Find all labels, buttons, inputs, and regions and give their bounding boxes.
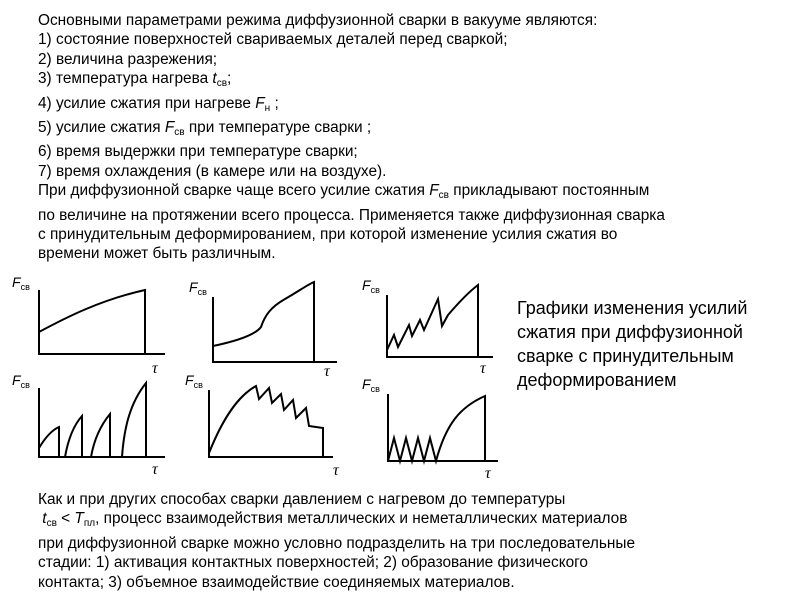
force-graph-6 [360, 372, 520, 482]
force-graph-1 [10, 270, 170, 375]
caption-line: сварке с принудительным [517, 346, 734, 366]
subscript: св [174, 127, 185, 139]
intro-line: по величине на протяжении всего процесса. Применяется также диффузионная сварка [38, 206, 665, 224]
subscript: св [438, 190, 449, 202]
y-axis-label: $F_{св}$ [185, 372, 203, 390]
y-axis-label: $F_{св}$ [362, 277, 380, 295]
force-curve [39, 383, 146, 457]
force-graph-3 [360, 273, 520, 378]
caption-line: деформированием [517, 370, 677, 390]
force-curve [39, 290, 145, 354]
force-curve [388, 396, 485, 461]
symbol-t: t [42, 510, 47, 528]
symbol-f: F [255, 94, 265, 112]
outro-line: контакта; 3) объемное взаимодействие соединяемых материалов. [38, 573, 515, 591]
text-run: , процесс взаимодействия металлических и неметаллических материалов [95, 510, 628, 528]
text-run: 4) усилие сжатия при нагреве [38, 94, 256, 112]
outro-line: стадии: 1) активация контактных поверхностей; 2) образование физического [38, 554, 588, 572]
outro-line: при диффузионной сварке можно условно подразделить на три последовательные [38, 534, 636, 552]
subscript: пл [83, 518, 96, 530]
intro-line: 1) состояние поверхностей свариваемых деталей перед сваркой; [38, 31, 508, 49]
intro-line: времени может быть различным. [38, 245, 276, 263]
caption-line: сжатия при диффузионной [517, 322, 743, 342]
symbol-f: F [429, 182, 439, 200]
subscript: св [216, 78, 228, 90]
y-axis-label: $F_{св}$ [189, 279, 207, 297]
outro-line: Как и при других способах сварки давлением с нагревом до температуры [38, 491, 566, 508]
subscript: св [46, 518, 57, 530]
text-run: ; [270, 94, 279, 112]
y-axis-label: $F_{св}$ [12, 372, 30, 390]
text-run: При диффузионной сварке чаще всего усилие сжатия [38, 182, 430, 200]
intro-line [38, 181, 788, 205]
caption-line: Графики изменения усилий [517, 298, 748, 318]
intro-line: 2) величина разрежения; [38, 50, 218, 68]
text-run: 5) усилие сжатия [38, 119, 165, 137]
graphs-caption [517, 296, 787, 392]
symbol-f: F [164, 119, 175, 137]
intro-line: 7) время охлаждения (в камере или на воздухе). [38, 162, 387, 180]
intro-line [38, 69, 788, 93]
text-run: < [56, 510, 75, 528]
intro-line: Основными параметрами режима диффузионной сварки в вакууме являются: [38, 12, 598, 29]
force-curve [213, 282, 314, 362]
x-axis-label: τ [333, 462, 339, 479]
outro-line [38, 509, 758, 533]
intro-paragraph [38, 11, 788, 264]
force-curve [209, 386, 323, 457]
x-axis-label: τ [152, 360, 158, 377]
x-axis-label: τ [324, 363, 330, 380]
force-curve [387, 285, 478, 357]
x-axis-label: τ [152, 461, 158, 478]
force-graph-2 [187, 275, 347, 380]
text-run: ; [227, 70, 232, 88]
text-run: 3) температура нагрева [38, 70, 213, 88]
intro-line [38, 118, 788, 142]
subscript: н [264, 102, 271, 114]
symbol-T: T [74, 510, 84, 528]
y-axis-label: $F_{св}$ [362, 376, 380, 394]
x-axis-label: τ [485, 465, 491, 482]
x-axis-label: τ [480, 360, 486, 377]
force-graph-4 [10, 368, 170, 478]
text-run: при температуре сварки ; [184, 119, 372, 137]
axes [388, 394, 498, 461]
force-graph-5 [183, 368, 343, 478]
intro-line: с принудительным деформированием, при которой изменение усилия сжатия во [38, 226, 618, 244]
symbol-t: t [212, 70, 217, 88]
y-axis-label: $F_{св}$ [12, 274, 30, 292]
text-run: прикладывают постоянным [448, 182, 650, 200]
intro-line: 6) время выдержки при температуре сварки; [38, 143, 358, 161]
intro-line [38, 94, 788, 118]
outro-paragraph [38, 490, 758, 592]
